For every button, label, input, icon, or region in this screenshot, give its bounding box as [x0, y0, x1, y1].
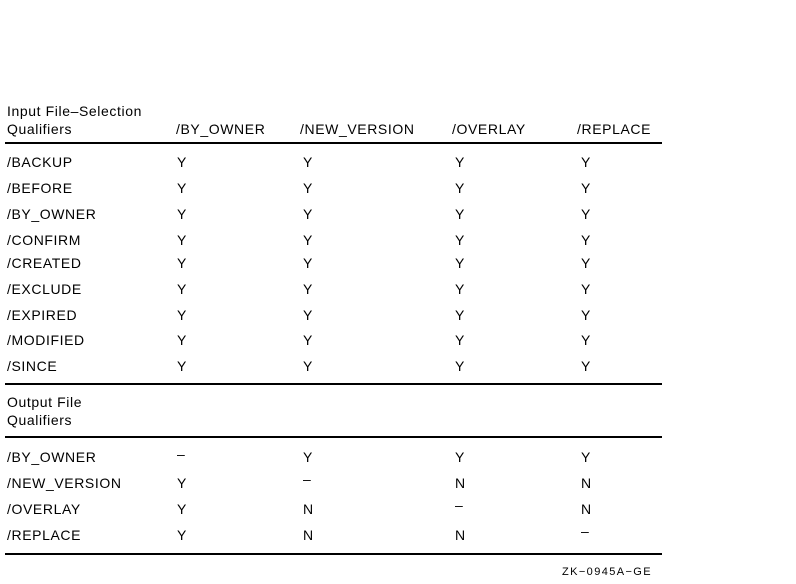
cell-value: Y: [177, 527, 187, 543]
cell-value: Y: [303, 206, 313, 222]
row-label: /CREATED: [7, 255, 82, 271]
cell-value: Y: [303, 180, 313, 196]
cell-value: Y: [177, 255, 187, 271]
cell-value: Y: [303, 232, 313, 248]
cell-value: Y: [303, 449, 313, 465]
output-section-label-line-1: Output File: [7, 394, 83, 410]
output-section-label-line-2: Qualifiers: [7, 412, 73, 428]
cell-value: Y: [581, 154, 591, 170]
row-label: /OVERLAY: [7, 501, 81, 517]
cell-value: Y: [581, 255, 591, 271]
cell-value: Y: [303, 307, 313, 323]
row-label: /CONFIRM: [7, 232, 82, 248]
cell-value: N: [303, 501, 314, 517]
cell-value: Y: [455, 449, 465, 465]
column-header-new-version: /NEW_VERSION: [300, 121, 415, 137]
column-header-by-owner: /BY_OWNER: [176, 121, 266, 137]
row-label: /BEFORE: [7, 180, 73, 196]
header-row-label-line-2: Qualifiers: [7, 121, 73, 137]
cell-value: N: [581, 475, 592, 491]
cell-value: Y: [581, 206, 591, 222]
cell-value: Y: [581, 358, 591, 374]
cell-value: Y: [455, 358, 465, 374]
cell-value: N: [455, 527, 466, 543]
column-header-replace: /REPLACE: [577, 121, 652, 137]
column-header-overlay: /OVERLAY: [452, 121, 526, 137]
cell-value: Y: [581, 180, 591, 196]
cell-value: Y: [177, 307, 187, 323]
cell-value: N: [581, 501, 592, 517]
cell-value: Y: [177, 281, 187, 297]
cell-value: Y: [177, 358, 187, 374]
cell-value: Y: [303, 255, 313, 271]
cell-value: Y: [581, 332, 591, 348]
cell-value: Y: [455, 332, 465, 348]
cell-value: Y: [177, 206, 187, 222]
row-label: /BACKUP: [7, 154, 73, 170]
cell-value: –: [455, 497, 464, 513]
cell-value: Y: [455, 206, 465, 222]
cell-value: Y: [303, 332, 313, 348]
header-row-label-line-1: Input File–Selection: [7, 103, 142, 119]
cell-value: Y: [455, 154, 465, 170]
cell-value: Y: [303, 281, 313, 297]
cell-value: Y: [177, 154, 187, 170]
row-label: /BY_OWNER: [7, 206, 97, 222]
row-label: /EXCLUDE: [7, 281, 82, 297]
cell-value: Y: [303, 154, 313, 170]
cell-value: Y: [581, 232, 591, 248]
cell-value: N: [455, 475, 466, 491]
cell-value: Y: [455, 180, 465, 196]
row-label: /BY_OWNER: [7, 449, 97, 465]
section-rule: [5, 383, 662, 385]
cell-value: Y: [455, 255, 465, 271]
cell-value: Y: [581, 307, 591, 323]
figure-id-label: ZK−0945A−GE: [562, 566, 653, 578]
cell-value: Y: [455, 232, 465, 248]
header-rule: [5, 142, 662, 144]
cell-value: Y: [581, 449, 591, 465]
cell-value: Y: [177, 180, 187, 196]
row-label: /SINCE: [7, 358, 58, 374]
cell-value: Y: [177, 232, 187, 248]
cell-value: –: [581, 523, 590, 539]
cell-value: Y: [581, 281, 591, 297]
cell-value: N: [303, 527, 314, 543]
row-label: /REPLACE: [7, 527, 82, 543]
cell-value: –: [303, 471, 312, 487]
row-label: /EXPIRED: [7, 307, 78, 323]
cell-value: Y: [177, 332, 187, 348]
cell-value: Y: [177, 501, 187, 517]
cell-value: Y: [303, 358, 313, 374]
bottom-rule: [5, 553, 662, 555]
row-label: /MODIFIED: [7, 332, 85, 348]
cell-value: Y: [455, 307, 465, 323]
row-label: /NEW_VERSION: [7, 475, 122, 491]
cell-value: Y: [177, 475, 187, 491]
cell-value: –: [177, 446, 186, 462]
cell-value: Y: [455, 281, 465, 297]
output-header-rule: [5, 436, 662, 438]
